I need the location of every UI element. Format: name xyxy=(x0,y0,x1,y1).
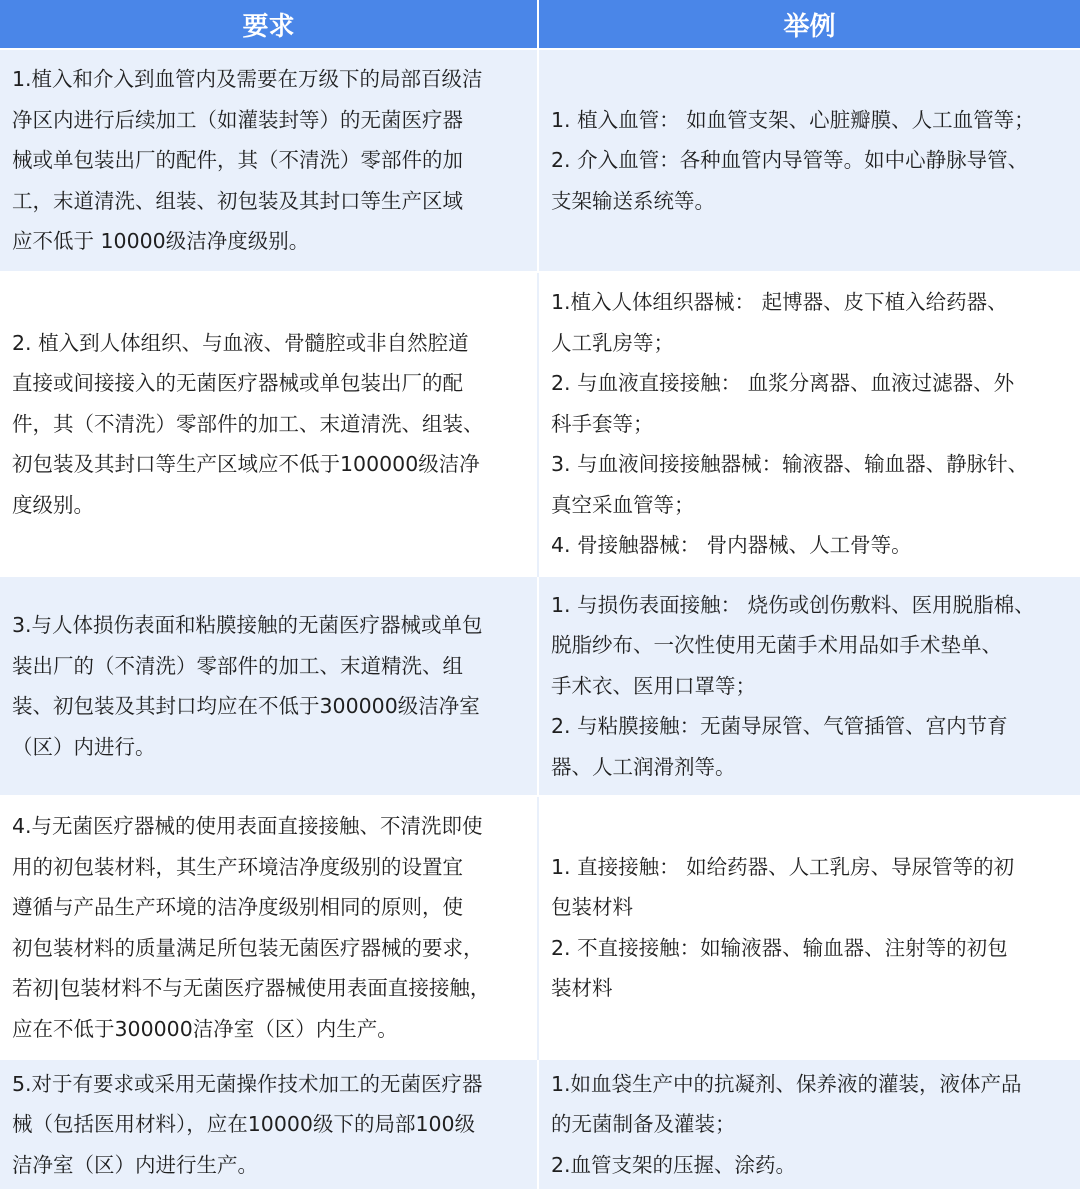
text-line: 器、人工润滑剂等。 xyxy=(551,754,736,779)
text-line: 1. 与损伤表面接触： 烧伤或创伤敷料、医用脱脂棉、 xyxy=(551,592,1035,617)
text-line: 装、初包装及其封口均应在不低于300000级洁净室 xyxy=(12,694,480,718)
text-line: 工，末道清洗、组装、初包装及其封口等生产区域 xyxy=(12,188,463,213)
text-line: 装出厂的（不清洗）零部件的加工、末道精洗、组 xyxy=(12,653,463,678)
text-line: 度级别。 xyxy=(12,492,94,517)
text-line: 应不低于 10000级洁净度级别。 xyxy=(12,229,310,254)
table-row xyxy=(0,49,1080,272)
text-line: 遵循与产品生产环境的洁净度级别相同的原则，使 xyxy=(12,895,463,919)
requirement-cell xyxy=(0,1059,538,1189)
table-row xyxy=(0,1059,1080,1189)
text-line: 2. 与粘膜接触：无菌导尿管、气管插管、宫内节育 xyxy=(551,714,1008,739)
example-cell xyxy=(538,1059,1080,1189)
text-line: 直接或间接接入的无菌医疗器械或单包装出厂的配 xyxy=(12,371,463,396)
table-header-row xyxy=(0,0,1080,49)
text-line: 械（包括医用材料），应在10000级下的局部100级 xyxy=(12,1112,476,1137)
text-line: 2. 与血液直接接触： 血浆分离器、血液过滤器、外 xyxy=(551,371,1015,396)
text-line: 1. 植入血管： 如血管支架、心脏瓣膜、人工血管等； xyxy=(551,107,1035,132)
text-line: 械或单包装出厂的配件，其（不清洗）零部件的加 xyxy=(12,148,463,173)
text-line: 真空采血管等； xyxy=(551,492,695,517)
example-cell xyxy=(538,49,1080,272)
text-line: 4.与无菌医疗器械的使用表面直接接触、不清洗即使 xyxy=(12,814,483,838)
text-line: 1.如血袋生产中的抗凝剂、保养液的灌装，液体产品 xyxy=(551,1071,1022,1096)
example-cell xyxy=(538,576,1080,796)
text-line: 2.血管支架的压握、涂药。 xyxy=(551,1152,797,1177)
text-line: 人工乳房等； xyxy=(551,330,674,355)
text-line: 4. 骨接触器械： 骨内器械、人工骨等。 xyxy=(551,533,912,558)
text-line: 3. 与血液间接接触器械：输液器、输血器、静脉针、 xyxy=(551,452,1029,477)
text-line: 2. 不直接接触：如输液器、输血器、注射等的初包 xyxy=(551,935,1008,960)
text-line: 净区内进行后续加工（如灌装封等）的无菌医疗器 xyxy=(12,107,463,132)
text-line: 若初|包装材料不与无菌医疗器械使用表面直接接触， xyxy=(12,976,491,1000)
requirement-cell xyxy=(0,796,538,1059)
text-line: 3.与人体损伤表面和粘膜接触的无菌医疗器械或单包 xyxy=(12,613,483,637)
text-line: 科手套等； xyxy=(551,411,654,436)
requirement-cell xyxy=(0,272,538,576)
table-row xyxy=(0,576,1080,796)
text-line: 2. 介入血管：各种血管内导管等。如中心静脉导管、 xyxy=(551,148,1029,173)
text-line: 件，其（不清洗）零部件的加工、末道清洗、组装、 xyxy=(12,411,484,436)
text-line: 1. 直接接触： 如给药器、人工乳房、导尿管等的初 xyxy=(551,854,1015,879)
text-line: （区）内进行。 xyxy=(12,734,156,759)
text-line: 用的初包装材料，其生产环境洁净度级别的设置宜 xyxy=(12,854,463,879)
text-line: 应在不低于300000洁净室（区）内生产。 xyxy=(12,1016,398,1041)
text-line: 1.植入和介入到血管内及需要在万级下的局部百级洁 xyxy=(12,67,483,92)
text-line: 脱脂纱布、一次性使用无菌手术用品如手术垫单、 xyxy=(551,633,1002,658)
text-line: 包装材料 xyxy=(551,895,633,919)
text-line: 1.植入人体组织器械： 起博器、皮下植入给药器、 xyxy=(551,290,1008,315)
text-line: 初包装材料的质量满足所包装无菌医疗器械的要求， xyxy=(12,935,484,960)
header-requirement: 要求 xyxy=(0,0,538,49)
text-line: 装材料 xyxy=(551,976,613,1000)
text-line: 5.对于有要求或采用无菌操作技术加工的无菌医疗器 xyxy=(12,1071,483,1096)
example-cell xyxy=(538,272,1080,576)
table-row xyxy=(0,796,1080,1059)
text-line: 支架输送系统等。 xyxy=(551,188,715,213)
table-row xyxy=(0,272,1080,576)
text-line: 2. 植入到人体组织、与血液、骨髓腔或非自然腔道 xyxy=(12,330,469,355)
example-cell xyxy=(538,796,1080,1059)
text-line: 洁净室（区）内进行生产。 xyxy=(12,1152,258,1177)
text-line: 初包装及其封口等生产区域应不低于100000级洁净 xyxy=(12,452,480,477)
requirement-cell xyxy=(0,49,538,272)
requirement-cell xyxy=(0,576,538,796)
header-example: 举例 xyxy=(538,0,1080,49)
text-line: 的无菌制备及灌装； xyxy=(551,1112,736,1137)
text-line: 手术衣、医用口罩等； xyxy=(551,673,756,698)
